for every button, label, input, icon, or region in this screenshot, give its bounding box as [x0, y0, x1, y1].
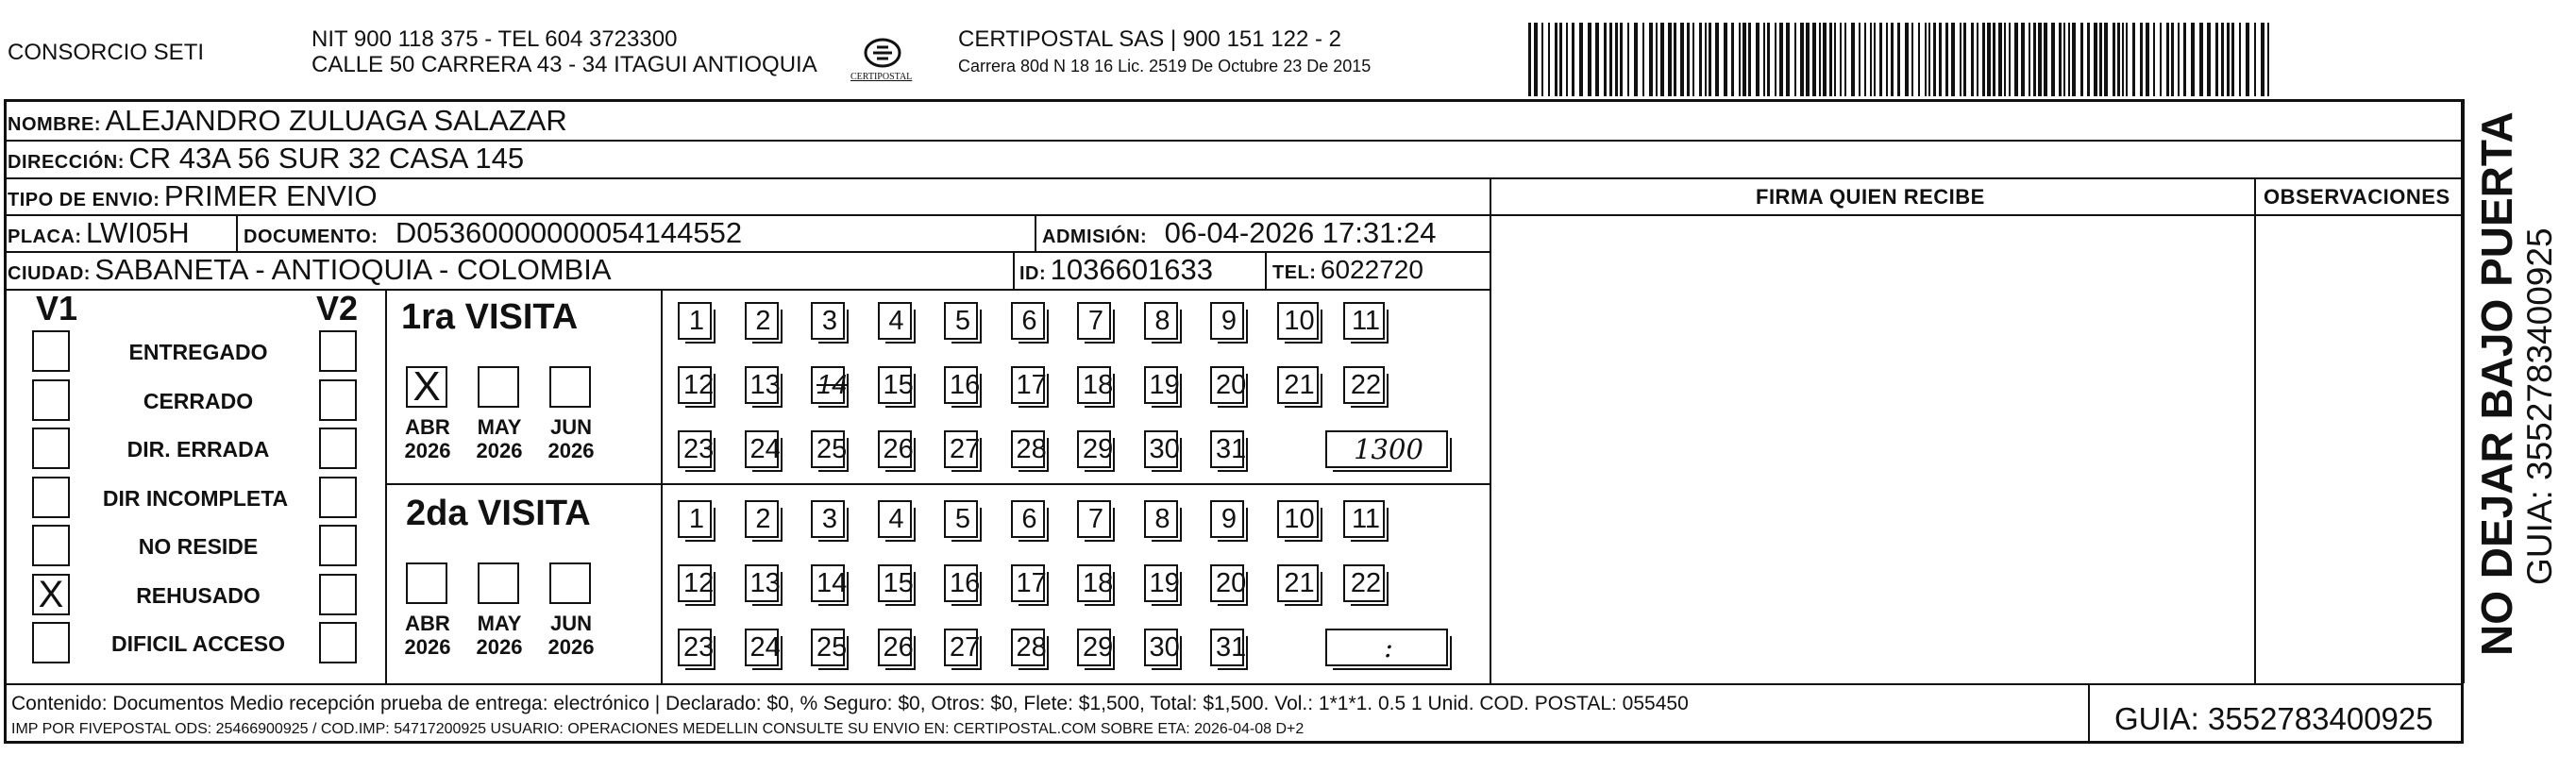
document-value: D05360000000054144552 — [395, 216, 743, 249]
barcode — [1526, 23, 2281, 96]
v1-checkbox[interactable] — [32, 477, 70, 518]
month-name: MAY — [477, 612, 522, 635]
month-year: 2026 — [404, 439, 451, 462]
logo-text: CERTIPOSTAL — [850, 72, 913, 82]
v2-checkbox[interactable] — [319, 574, 357, 615]
observations-header: OBSERVACIONES — [2264, 185, 2450, 209]
month-checkbox[interactable] — [478, 366, 519, 408]
nit-line: NIT 900 118 375 - TEL 604 3723300 — [311, 26, 678, 52]
day-box[interactable]: 16 — [944, 366, 978, 404]
day-box[interactable]: 3 — [811, 302, 845, 340]
month-name: ABR — [405, 612, 450, 635]
status-label: DIR. ERRADA — [126, 437, 270, 462]
day-box[interactable]: 26 — [878, 430, 912, 468]
day-box[interactable]: 22 — [1343, 564, 1385, 602]
send-type-label: TIPO DE ENVIO: — [8, 190, 160, 210]
month-checkbox[interactable] — [478, 562, 519, 604]
day-box[interactable]: 19 — [1144, 564, 1178, 602]
day-box[interactable]: 31 — [1210, 430, 1244, 468]
day-box[interactable]: 7 — [1077, 500, 1111, 538]
v1-header: V1 — [36, 289, 78, 327]
city-label: CIUDAD: — [8, 263, 91, 284]
address-line: CALLE 50 CARRERA 43 - 34 ITAGUI ANTIOQUIA — [311, 52, 817, 77]
status-label: REHUSADO — [136, 582, 261, 608]
v2-header: V2 — [316, 289, 359, 327]
admission-label: ADMISIÓN: — [1042, 227, 1148, 247]
plate-label: PLACA: — [8, 227, 82, 247]
day-box[interactable]: 2 — [745, 302, 779, 340]
plate-value: LWI05H — [86, 216, 190, 249]
send-type: PRIMER ENVIO — [163, 179, 378, 212]
footer-guia: GUIA: 3552783400925 — [2114, 701, 2433, 736]
day-box[interactable]: 15 — [878, 366, 912, 404]
day-box[interactable]: 13 — [745, 366, 779, 404]
month-name: ABR — [405, 415, 450, 439]
status-label: NO RESIDE — [138, 534, 259, 559]
day-box[interactable]: 30 — [1144, 430, 1178, 468]
status-label: DIFICIL ACCESO — [110, 631, 285, 656]
day-box[interactable]: 14 — [811, 564, 845, 602]
certipostal-logo — [850, 36, 913, 89]
first-visit-title: 1ra VISITA — [401, 297, 579, 337]
day-box[interactable]: 14 — [811, 366, 845, 404]
v2-checkbox[interactable] — [319, 330, 357, 372]
day-box[interactable]: 29 — [1077, 430, 1111, 468]
day-box[interactable]: 24 — [745, 430, 779, 468]
month-checkbox[interactable] — [549, 366, 591, 408]
day-box[interactable]: 22 — [1343, 366, 1385, 404]
day-box[interactable]: 9 — [1210, 500, 1244, 538]
day-box[interactable]: 27 — [944, 430, 978, 468]
document-label: DOCUMENTO: — [244, 227, 379, 247]
status-label: CERRADO — [143, 388, 254, 413]
month-label — [395, 415, 461, 462]
v1-checkbox[interactable]: X — [32, 574, 70, 615]
id-value: 1036601633 — [1050, 253, 1214, 286]
v2-checkbox[interactable] — [319, 525, 357, 566]
day-box[interactable]: 1 — [678, 500, 712, 538]
day-box[interactable]: 1 — [678, 302, 712, 340]
side-guia: GUIA: 3552783400925 — [2520, 227, 2559, 585]
day-box[interactable]: 5 — [944, 500, 978, 538]
tel-value: 6022720 — [1320, 255, 1423, 284]
month-checkbox[interactable] — [549, 562, 591, 604]
day-box[interactable]: 23 — [678, 629, 712, 666]
month-year: 2026 — [404, 635, 451, 659]
month-checkbox[interactable]: X — [406, 366, 447, 408]
day-box[interactable]: 27 — [944, 629, 978, 666]
month-label — [395, 612, 461, 659]
name-label: NOMBRE: — [8, 114, 102, 135]
day-box[interactable]: 25 — [811, 629, 845, 666]
day-box[interactable]: 15 — [878, 564, 912, 602]
day-box[interactable]: 7 — [1077, 302, 1111, 340]
day-box[interactable]: 21 — [1277, 564, 1319, 602]
day-box[interactable]: 13 — [745, 564, 779, 602]
day-box[interactable]: 3 — [811, 500, 845, 538]
day-box[interactable]: 4 — [878, 500, 912, 538]
month-label — [466, 415, 532, 462]
day-box[interactable]: 12 — [678, 564, 712, 602]
month-year: 2026 — [476, 635, 523, 659]
day-box[interactable]: 9 — [1210, 302, 1244, 340]
v1-checkbox[interactable] — [32, 525, 70, 566]
content-line: Contenido: Documentos Medio recepción prueba de entrega: electrónico | Declarado: $0, % Seguro: $0, Otros: $0, Flete: $1,500, Total: $1,500. Vol.: 1*1*1. 0.5 1 Unid. COD. POSTAL: 055450 — [11, 693, 1689, 714]
month-name: JUN — [549, 415, 592, 439]
signature-header: FIRMA QUIEN RECIBE — [1756, 185, 1985, 209]
tel-label: TEL: — [1272, 262, 1317, 283]
recipient-name: ALEJANDRO ZULUAGA SALAZAR — [105, 104, 567, 137]
day-box[interactable]: 31 — [1210, 629, 1244, 666]
day-box[interactable]: 25 — [811, 430, 845, 468]
day-box[interactable]: 4 — [878, 302, 912, 340]
day-box[interactable]: 21 — [1277, 366, 1319, 404]
day-box[interactable]: 20 — [1210, 564, 1244, 602]
month-name: JUN — [549, 612, 592, 635]
day-box[interactable]: 17 — [1011, 366, 1045, 404]
day-box[interactable]: 5 — [944, 302, 978, 340]
admission-value: 06-04-2026 17:31:24 — [1164, 216, 1437, 249]
license-line: Carrera 80d N 18 16 Lic. 2519 De Octubre 23 De 2015 — [958, 57, 1372, 76]
month-year: 2026 — [547, 439, 595, 462]
status-label: ENTREGADO — [128, 340, 268, 364]
company-name: CONSORCIO SETI — [8, 40, 205, 65]
imp-line: IMP POR FIVEPOSTAL ODS: 25466900925 / COD.IMP: 54717200925 USUARIO: OPERACIONES MEDELLIN CONSULTE SU ENVIO EN: CERTIPOSTAL.COM SOBRE ETA: 2026-04-08 D+2 — [11, 721, 1305, 737]
day-box[interactable]: 11 — [1343, 500, 1385, 538]
id-label: ID: — [1019, 263, 1047, 284]
day-box[interactable]: 28 — [1011, 629, 1045, 666]
month-label — [538, 415, 604, 462]
time-box[interactable]: : — [1325, 629, 1448, 666]
address-label: DIRECCIÓN: — [8, 152, 125, 173]
month-checkbox[interactable] — [406, 562, 447, 604]
city-value: SABANETA - ANTIOQUIA - COLOMBIA — [94, 253, 612, 286]
v1-checkbox[interactable] — [32, 428, 70, 469]
day-box[interactable]: 6 — [1011, 302, 1045, 340]
day-box[interactable]: 8 — [1144, 302, 1178, 340]
month-year: 2026 — [547, 635, 595, 659]
day-box[interactable]: 18 — [1077, 366, 1111, 404]
certipostal-line: CERTIPOSTAL SAS | 900 151 122 - 2 — [958, 26, 1341, 52]
day-box[interactable]: 17 — [1011, 564, 1045, 602]
day-box[interactable]: 6 — [1011, 500, 1045, 538]
day-box[interactable]: 11 — [1343, 302, 1385, 340]
month-name: MAY — [477, 415, 522, 439]
day-box[interactable]: 30 — [1144, 629, 1178, 666]
status-label: DIR INCOMPLETA — [102, 485, 289, 511]
day-box[interactable]: 19 — [1144, 366, 1178, 404]
day-box[interactable]: 29 — [1077, 629, 1111, 666]
day-box[interactable]: 18 — [1077, 564, 1111, 602]
day-box[interactable]: 26 — [878, 629, 912, 666]
v1-checkbox[interactable] — [32, 622, 70, 663]
time-box[interactable]: 1300 — [1325, 430, 1448, 468]
month-label — [538, 612, 604, 659]
day-box[interactable]: 23 — [678, 430, 712, 468]
second-visit-title: 2da VISITA — [406, 494, 591, 533]
day-box[interactable]: 10 — [1277, 302, 1319, 340]
v1-checkbox[interactable] — [32, 379, 70, 421]
recipient-address: CR 43A 56 SUR 32 CASA 145 — [128, 142, 525, 175]
day-box[interactable]: 24 — [745, 629, 779, 666]
v2-checkbox[interactable] — [319, 622, 357, 663]
v2-checkbox[interactable] — [319, 428, 357, 469]
v2-checkbox[interactable] — [319, 477, 357, 518]
day-box[interactable]: 2 — [745, 500, 779, 538]
day-box[interactable]: 10 — [1277, 500, 1319, 538]
v2-checkbox[interactable] — [319, 379, 357, 421]
day-box[interactable]: 12 — [678, 366, 712, 404]
v1-checkbox[interactable] — [32, 330, 70, 372]
day-box[interactable]: 16 — [944, 564, 978, 602]
side-warning: NO DEJAR BAJO PUERTA — [2472, 111, 2521, 656]
month-year: 2026 — [476, 439, 523, 462]
month-label — [466, 612, 532, 659]
day-box[interactable]: 28 — [1011, 430, 1045, 468]
day-box[interactable]: 8 — [1144, 500, 1178, 538]
day-box[interactable]: 20 — [1210, 366, 1244, 404]
